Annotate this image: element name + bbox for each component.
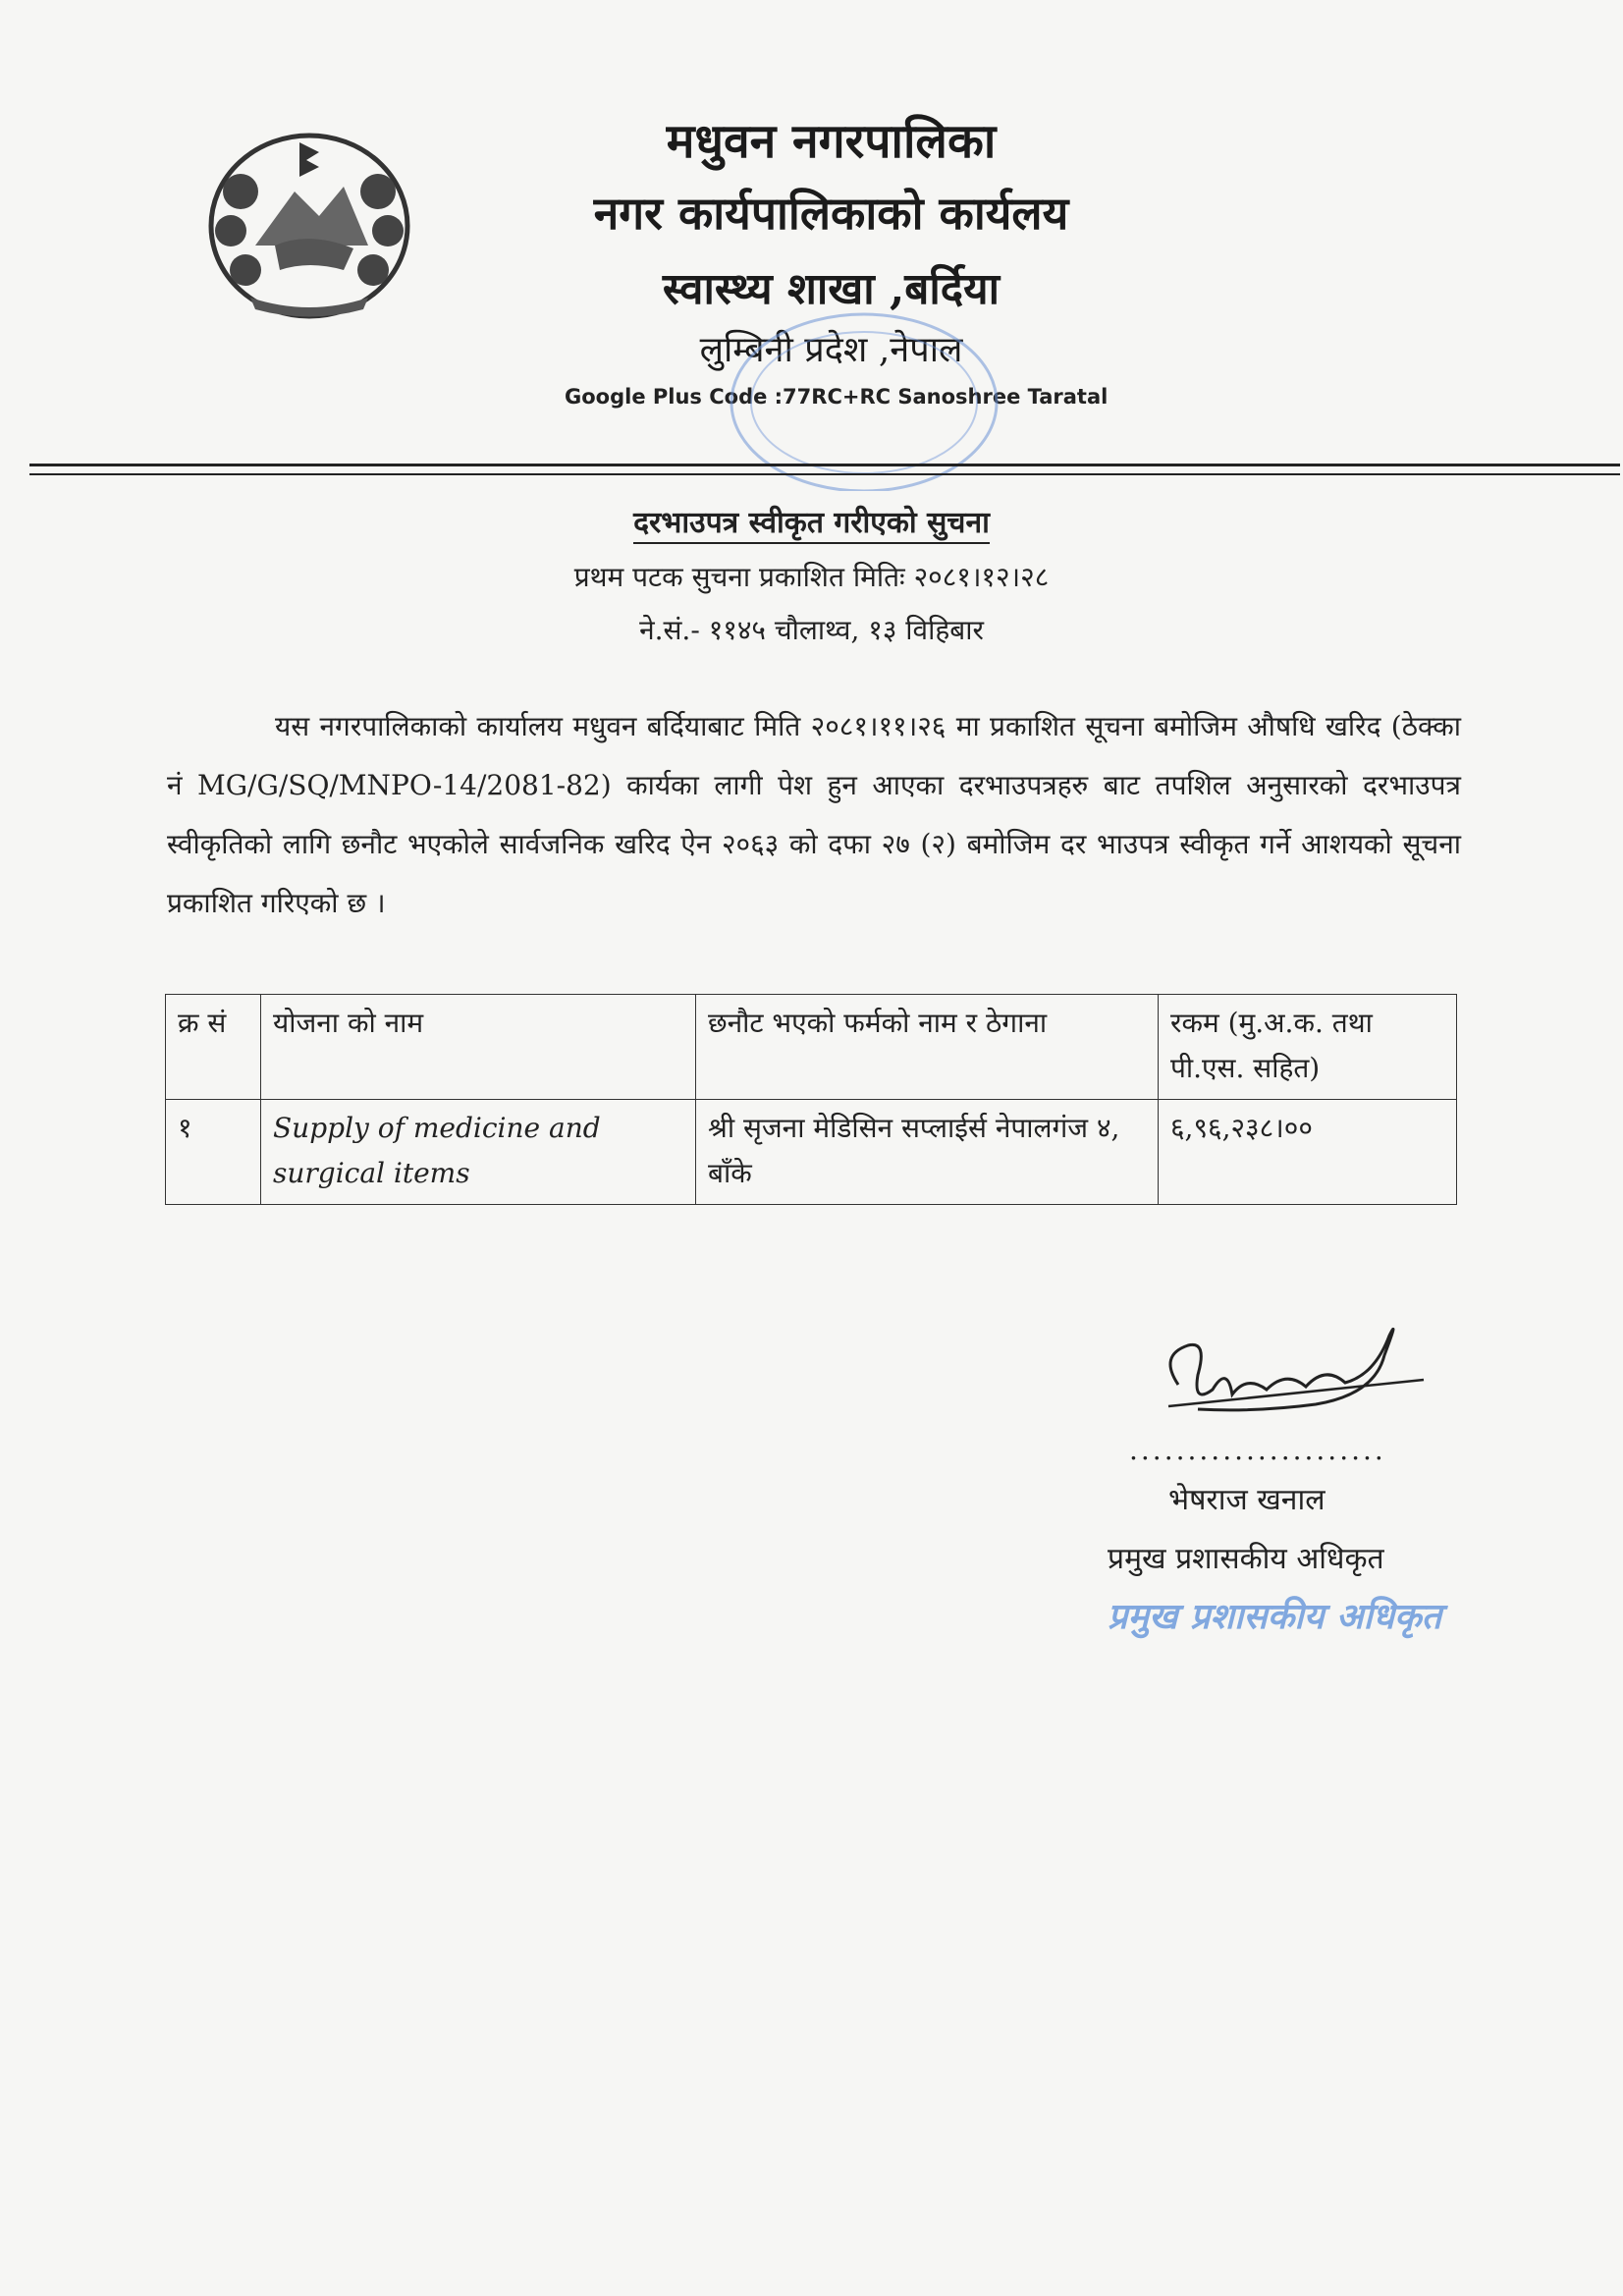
signatory-name: भेषराज खनाल: [1168, 1483, 1325, 1517]
plus-code: Google Plus Code :77RC+RC Sanoshree Taratal: [565, 385, 1109, 409]
notice-body-indent: [167, 710, 275, 742]
notice-title: [0, 501, 1623, 541]
col-amount: रकम (मु.अ.क. तथा पी.एस. सहित): [1159, 995, 1457, 1100]
designation-stamp: प्रमुख प्रशासकीय अधिकृत: [1108, 1596, 1442, 1637]
published-date: प्रथम पटक सुचना प्रकाशित मितिः २०८१।१२।२८: [573, 561, 1050, 593]
col-serial: क्र सं: [166, 995, 261, 1100]
nepal-sambat-date: ने.सं.- ११४५ चौलाथ्व, १३ विहिबार: [639, 614, 984, 646]
office-name: नगर कार्यपालिकाको कार्यलय: [593, 187, 1069, 240]
col-project-name: योजना को नाम: [261, 995, 696, 1100]
cell-project-name: Supply of medicine and surgical items: [261, 1100, 696, 1205]
signature-line: ......................: [1129, 1434, 1386, 1466]
col-firm: छनौट भएको फर्मको नाम र ठेगाना: [696, 995, 1159, 1100]
header-rule: [29, 464, 1620, 466]
award-table: [165, 994, 1457, 1205]
cell-amount: ६,९६,२३८।००: [1159, 1100, 1457, 1205]
table-row: [166, 1100, 1457, 1205]
province-name: लुम्बिनी प्रदेश ,नेपाल: [699, 330, 963, 370]
signature-icon: [1139, 1296, 1434, 1444]
branch-name: स्वास्थ्य शाखा ,बर्दिया: [662, 264, 1001, 314]
header-rule-thin: [29, 473, 1620, 475]
signatory-title: प्रमुख प्रशासकीय अधिकृत: [1108, 1542, 1384, 1576]
municipality-name: मधुवन नगरपालिका: [666, 114, 997, 169]
cell-firm: श्री सृजना मेडिसिन सप्लाईर्स नेपालगंज ४, बाँके: [696, 1100, 1159, 1205]
table-header-row: [166, 995, 1457, 1100]
notice-title-text: दरभाउपत्र स्वीकृत गरीएको सुचना: [633, 506, 990, 544]
notice-body-text: यस नगरपालिकाको कार्यालय मधुवन बर्दियाबाट मिति २०८१।११।२६ मा प्रकाशित सूचना बमोजिम औषधि खरिद (ठेक्का नं MG/G/SQ/MNPO-14/2081-82) कार्यका लागी पेश हुन आएका दरभाउपत्रहरु बाट तपशिल अनुसारको दरभाउपत्र स्वीकृतिको लागि छनौट भएकोले सार्वजनिक खरिद ऐन २०६३ को दफा २७ (२) बमोजिम दर भाउपत्र स्वीकृत गर्ने आशयको सूचना प्रकाशित गरिएको छ ।: [167, 710, 1461, 919]
notice-body: [167, 697, 1461, 933]
cell-serial: १: [166, 1100, 261, 1205]
